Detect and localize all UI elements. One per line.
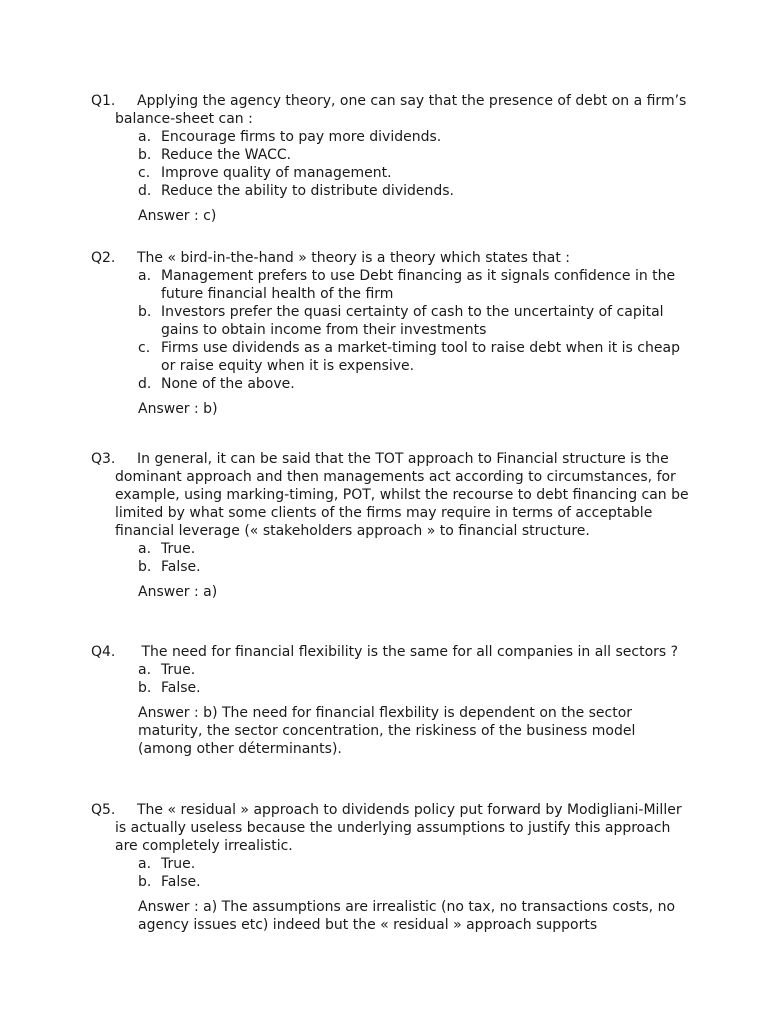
question-4 xyxy=(91,643,691,758)
option-letter: d. xyxy=(138,183,152,199)
question-3-option-a xyxy=(138,540,691,558)
option-letter: d. xyxy=(138,376,152,392)
question-2-stem xyxy=(91,249,691,267)
question-3-answer: Answer : a) xyxy=(138,584,218,600)
option-text: False. xyxy=(161,680,201,696)
question-1-options xyxy=(91,128,691,200)
option-text: Improve quality of management. xyxy=(161,165,392,181)
question-2-options xyxy=(91,267,691,393)
question-5-answer: Answer : a) The assumptions are irrealistic (no tax, no transactions costs, no agency issues etc) indeed but the « residual » approach supports xyxy=(138,899,676,933)
question-4-answer: Answer : b) The need for financial flexbility is dependent on the sector maturity, the sector concentration, the riskiness of the business model (among other déterminants). xyxy=(138,705,636,757)
question-4-options xyxy=(91,661,691,697)
question-5-options xyxy=(91,855,691,891)
option-text: None of the above. xyxy=(161,376,295,392)
option-letter: b. xyxy=(138,874,152,890)
question-5-text: The « residual » approach to dividends policy put forward by Modigliani-Miller is actually useless because the underlying assumptions to justify this approach are completely irrealistic. xyxy=(115,802,682,854)
option-text: True. xyxy=(161,541,196,557)
question-1-number: Q1. xyxy=(91,93,116,109)
question-5-option-b xyxy=(138,873,691,891)
question-4-number: Q4. xyxy=(91,644,116,660)
option-letter: a. xyxy=(138,662,152,678)
question-2-option-c xyxy=(138,339,691,375)
question-4-option-a xyxy=(138,661,691,679)
option-letter: c. xyxy=(138,340,151,356)
question-2-text: The « bird-in-the-hand » theory is a theory which states that : xyxy=(137,250,571,266)
option-letter: b. xyxy=(138,304,152,320)
question-1-stem xyxy=(91,92,691,128)
question-4-option-b xyxy=(138,679,691,697)
question-2-option-a xyxy=(138,267,691,303)
question-2-number: Q2. xyxy=(91,250,116,266)
question-5-stem xyxy=(91,801,691,855)
question-3 xyxy=(91,450,691,601)
option-letter: b. xyxy=(138,559,152,575)
question-1-option-c xyxy=(138,164,691,182)
option-letter: b. xyxy=(138,680,152,696)
question-2 xyxy=(91,249,691,418)
option-text: False. xyxy=(161,874,201,890)
question-1 xyxy=(91,92,691,225)
question-1-answer: Answer : c) xyxy=(138,208,217,224)
option-text: False. xyxy=(161,559,201,575)
question-3-stem xyxy=(91,450,691,540)
question-2-answer: Answer : b) xyxy=(138,401,218,417)
question-4-text: The need for financial flexibility is the same for all companies in all sectors ? xyxy=(137,644,679,660)
question-1-option-a xyxy=(138,128,691,146)
question-2-option-b xyxy=(138,303,691,339)
option-letter: c. xyxy=(138,165,151,181)
option-text: Investors prefer the quasi certainty of cash to the uncertainty of capital gains to obtain income from their investments xyxy=(161,304,664,338)
question-5-option-a xyxy=(138,855,691,873)
question-1-option-b xyxy=(138,146,691,164)
option-letter: a. xyxy=(138,541,152,557)
option-text: Firms use dividends as a market-timing tool to raise debt when it is cheap or raise equity when it is expensive. xyxy=(161,340,680,374)
question-3-number: Q3. xyxy=(91,451,116,467)
option-text: Encourage firms to pay more dividends. xyxy=(161,129,442,145)
option-text: Reduce the ability to distribute dividends. xyxy=(161,183,454,199)
option-letter: a. xyxy=(138,268,152,284)
question-1-text: Applying the agency theory, one can say that the presence of debt on a firm’s balance-sheet can : xyxy=(115,93,687,127)
question-3-text: In general, it can be said that the TOT approach to Financial structure is the dominant approach and then managements act according to circumstances, for example, using marking-timing, POT, whilst the recourse to debt financing can be limited by what some clients of the firms may require in terms of acceptable financial leverage (« stakeholders approach » to financial structure. xyxy=(115,451,689,539)
option-text: Reduce the WACC. xyxy=(161,147,292,163)
question-4-stem xyxy=(91,643,691,661)
option-letter: a. xyxy=(138,129,152,145)
question-1-option-d xyxy=(138,182,691,200)
option-text: True. xyxy=(161,856,196,872)
question-2-option-d xyxy=(138,375,691,393)
question-5-number: Q5. xyxy=(91,802,116,818)
question-3-option-b xyxy=(138,558,691,576)
question-3-options xyxy=(91,540,691,576)
option-text: Management prefers to use Debt financing as it signals confidence in the future financial health of the firm xyxy=(161,268,676,302)
option-letter: a. xyxy=(138,856,152,872)
option-text: True. xyxy=(161,662,196,678)
option-letter: b. xyxy=(138,147,152,163)
question-5 xyxy=(91,801,691,934)
